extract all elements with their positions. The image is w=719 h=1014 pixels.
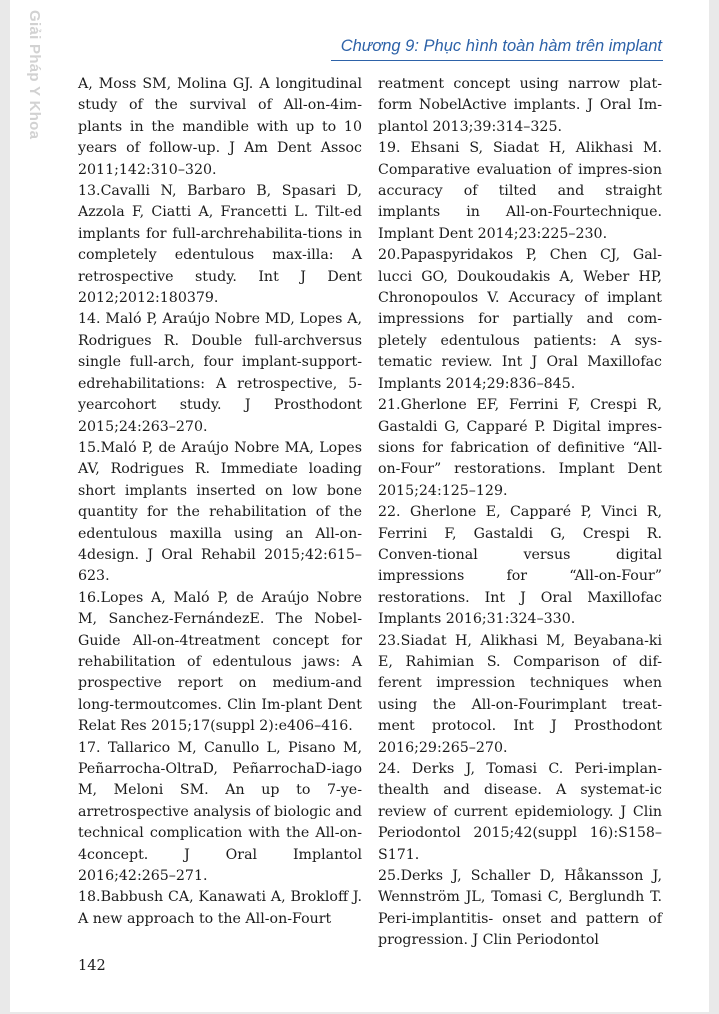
header-rule: [331, 60, 663, 61]
reference-entry: 24. Derks J, Tomasi C. Peri-implan-thealth and disease. A systemat-ic review of current epidemiology. J Clin Periodontol 2015;42(suppl 16):S158–S171.: [378, 761, 662, 863]
reference-entry: 23.Siadat H, Alikhasi M, Beyabana-ki E, Rahimian S. Comparison of dif-ferent impression techniques when using the All-on-Fourimplant treat-ment protocol. Int J Prosthodont 2016;29:265–270.: [378, 632, 662, 756]
reference-entry: 20.Papaspyridakos P, Chen CJ, Gal-lucci GO, Doukoudakis A, Weber HP, Chronopoulos V. Accuracy of implant impressions for partially and com-pletely edentulous patients: A sys-tematic review. Int J Oral Maxillofac Implants 2014;29:836–845.: [378, 247, 662, 392]
reference-entry: 19. Ehsani S, Siadat H, Alikhasi M. Comparative evaluation of impres-sion accuracy of tilted and straight implants in All-on-Fourtechnique. Implant Dent 2014;23:225–230.: [378, 140, 662, 242]
reference-entry: 14. Maló P, Araújo Nobre MD, Lopes A, Rodrigues R. Double full-archversus single full-arch, four implant-support-edrehabilitations: A retrospective, 5-yearcohort study. J Prosthodont 2015;24:263–270.: [78, 311, 362, 435]
reference-entry: 13.Cavalli N, Barbaro B, Spasari D, Azzola F, Ciatti A, Francetti L. Tilt-ed implants for full-archrehabilita-tions in completely edentulous max-illa: A retrospective study. Int J Dent 2012;2012:180379.: [78, 183, 362, 307]
reference-entry: 15.Maló P, de Araújo Nobre MA, Lopes AV, Rodrigues R. Immediate loading short implants inserted on low bone quantity for the rehabilitation of the edentulous maxilla using an All-on-4design. J Oral Rehabil 2015;42:615–623.: [78, 439, 362, 585]
reference-entry: 25.Derks J, Schaller D, Håkansson J, Wennström JL, Tomasi C, Berglundh T. Peri-implantitis- onset and pattern of progression. J Clin Periodontol: [378, 868, 662, 949]
references-column-right: [378, 74, 662, 952]
side-watermark-label: Giải Pháp Y Khoa: [26, 10, 43, 140]
page-number: 142: [78, 958, 106, 974]
reference-entry: 18.Babbush CA, Kanawati A, Brokloff J. A new approach to the All-on-Fourt: [78, 889, 362, 927]
reference-entry: 17. Tallarico M, Canullo L, Pisano M, Peñarrocha-OltraD, PeñarrochaD-iago M, Meloni SM. An up to 7-ye-arretrospective analysis of biologic and technical complication with the All-on-4concept. J Oral Implantol 2016;42:265–271.: [78, 739, 362, 885]
document-page: [10, 0, 709, 1012]
reference-entry: 22. Gherlone E, Capparé P, Vinci R, Ferrini F, Gastaldi G, Crespi R. Conven-tional versus digital impressions for “All-on-Four” restorations. Int J Oral Maxillofac Implants 2016;31:324–330.: [378, 504, 662, 628]
reference-entry: 16.Lopes A, Maló P, de Araújo Nobre M, Sanchez-FernándezE. The Nobel-Guide All-on-4treatment concept for rehabilitation of edentulous jaws: A prospective report on medium-and long-termoutcomes. Clin Im-plant Dent Relat Res 2015;17(suppl 2):e406–416.: [78, 589, 362, 735]
reference-entry: 21.Gherlone EF, Ferrini F, Crespi R, Gastaldi G, Capparé P. Digital impres-sions for fabrication of definitive “All-on-Four” restorations. Implant Dent 2015;24:125–129.: [378, 397, 662, 499]
reference-entry: reatment concept using narrow plat-form NobelActive implants. J Oral Im-plantol 2013;39:314–325.: [378, 76, 662, 135]
reference-entry: A, Moss SM, Molina GJ. A longitudinal study of the survival of All-on-4im-plants in the mandible with up to 10 years of follow-up. J Am Dent Assoc 2011;142:310–320.: [78, 76, 362, 178]
chapter-header: Chương 9: Phục hình toàn hàm trên implant: [340, 37, 662, 55]
references-column-left: [78, 74, 362, 930]
